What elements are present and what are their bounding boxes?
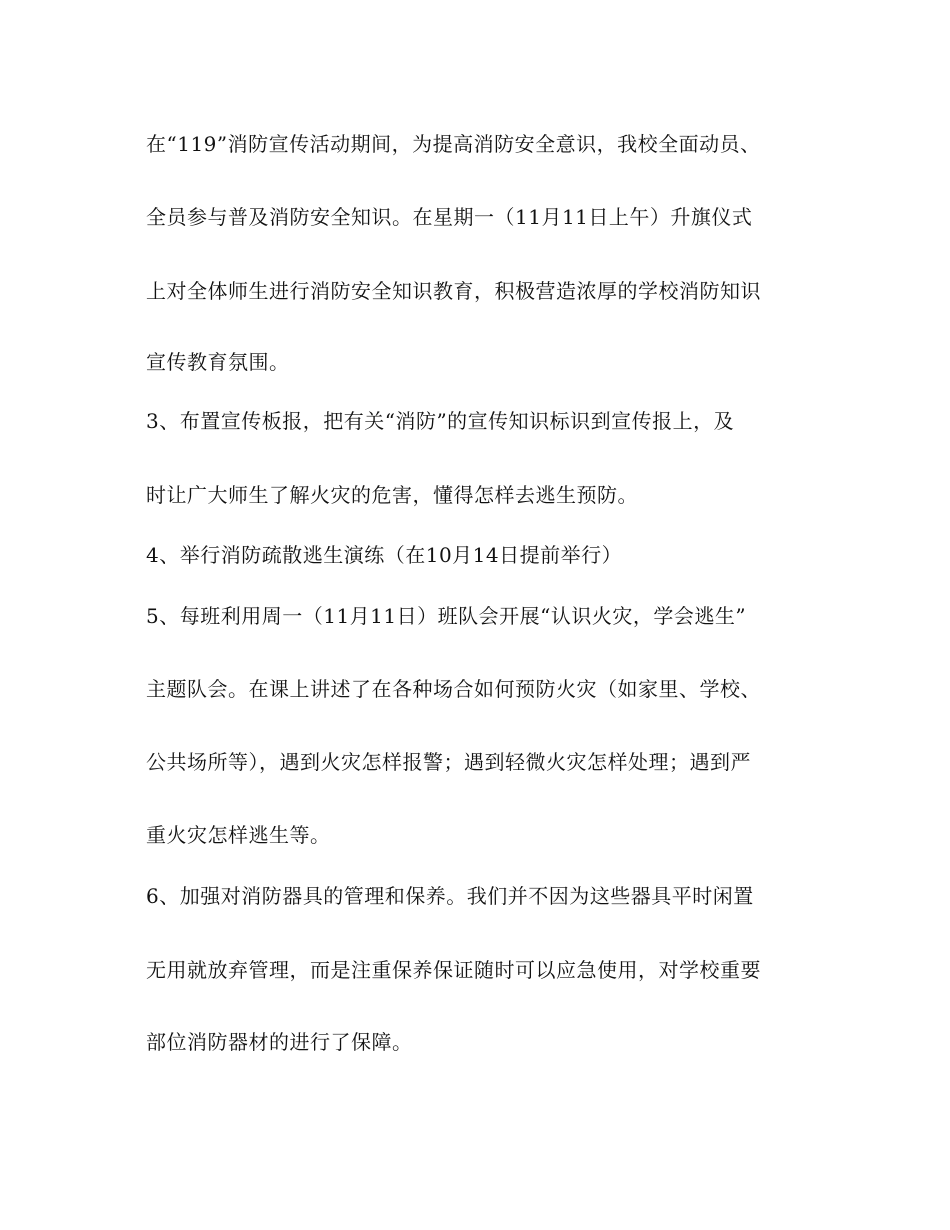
- text-line: 无用就放弃管理，而是注重保养保证随时可以应急使用，对学校重要: [146, 958, 761, 982]
- text-line: 全员参与普及消防安全知识。在星期一（11月11日上午）升旗仪式: [146, 205, 753, 229]
- text-line: 4、举行消防疏散逃生演练（在10月14日提前举行）: [146, 543, 623, 567]
- text-line: 宣传教育氛围。: [146, 350, 290, 374]
- text-line: 公共场所等），遇到火灾怎样报警；遇到轻微火灾怎样处理；遇到严: [146, 750, 751, 774]
- text-line: 时让广大师生了解火灾的危害，懂得怎样去逃生预防。: [146, 483, 638, 507]
- text-line: 部位消防器材的进行了保障。: [146, 1030, 413, 1054]
- text-line: 3、布置宣传板报，把有关“消防”的宣传知识标识到宣传报上，及: [146, 409, 735, 433]
- text-line: 上对全体师生进行消防安全知识教育，积极营造浓厚的学校消防知识: [146, 279, 761, 303]
- text-line: 重火灾怎样逃生等。: [146, 823, 331, 847]
- text-line: 主题队会。在课上讲述了在各种场合如何预防火灾（如家里、学校、: [146, 677, 761, 701]
- text-line: 5、每班利用周一（11月11日）班队会开展“认识火灾，学会逃生”: [146, 604, 747, 628]
- text-line: 6、加强对消防器具的管理和保养。我们并不因为这些器具平时闲置: [146, 884, 754, 908]
- text-line: 在“119”消防宣传活动期间，为提高消防安全意识，我校全面动员、: [146, 132, 761, 156]
